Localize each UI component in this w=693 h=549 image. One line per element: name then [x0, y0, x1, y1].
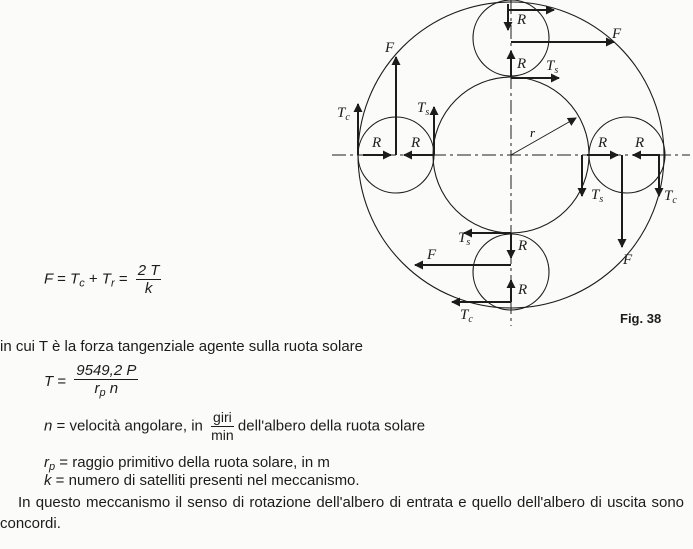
definition-rp: $r_p$ = raggio primitivo della ruota solare, in m [44, 454, 330, 473]
figure-caption: Fig. 38 [620, 311, 662, 326]
label-left-R-a: R [372, 135, 382, 151]
label-left-Tc: $T_c$ [337, 105, 350, 123]
radius-label: r [530, 125, 536, 140]
label-bottom-Ts: $T_s$ [458, 230, 471, 248]
label-right-F: F [623, 252, 633, 268]
label-left-R-b: R [411, 135, 421, 151]
label-top-F: F [612, 26, 622, 42]
label-right-R-a: R [598, 135, 608, 151]
label-bottom-R-a: R [518, 238, 528, 254]
label-right-R-b: R [635, 135, 645, 151]
tangential-force-intro: in cui T è la forza tangenziale agente sulla ruota solare [0, 338, 364, 355]
torque-formula: T = $\frac{9549,2 P}{r_p n}$ [44, 362, 137, 399]
label-left-Ts: $T_s$ [417, 100, 430, 118]
label-top-Ts: $T_s$ [546, 58, 559, 76]
label-top-R-in: R [517, 56, 527, 72]
definition-n: n = velocità angolare, in $\frac{\text{giri}}{\min}$ dell'albero della ruota solare [44, 409, 426, 443]
label-right-Ts: $T_s$ [591, 187, 604, 205]
label-bottom-F: F [427, 247, 437, 263]
label-right-Tc: $T_c$ [664, 188, 677, 206]
label-top-R-out: R [517, 12, 527, 28]
force-formula: $F = T_c + T_r$ = $\frac{2 T}{k}$ [44, 262, 160, 297]
label-left-F: F [385, 40, 395, 56]
label-bottom-Tc: $T_c$ [460, 307, 473, 325]
sun-radius-arrow [511, 118, 576, 155]
rotation-paragraph: In questo meccanismo il senso di rotazione dell'albero di entrata e quello dell'albero di uscita sono concordi. [0, 494, 684, 532]
definition-k: k = numero di satelliti presenti nel meccanismo. [44, 472, 360, 489]
label-bottom-R-b: R [518, 282, 528, 298]
